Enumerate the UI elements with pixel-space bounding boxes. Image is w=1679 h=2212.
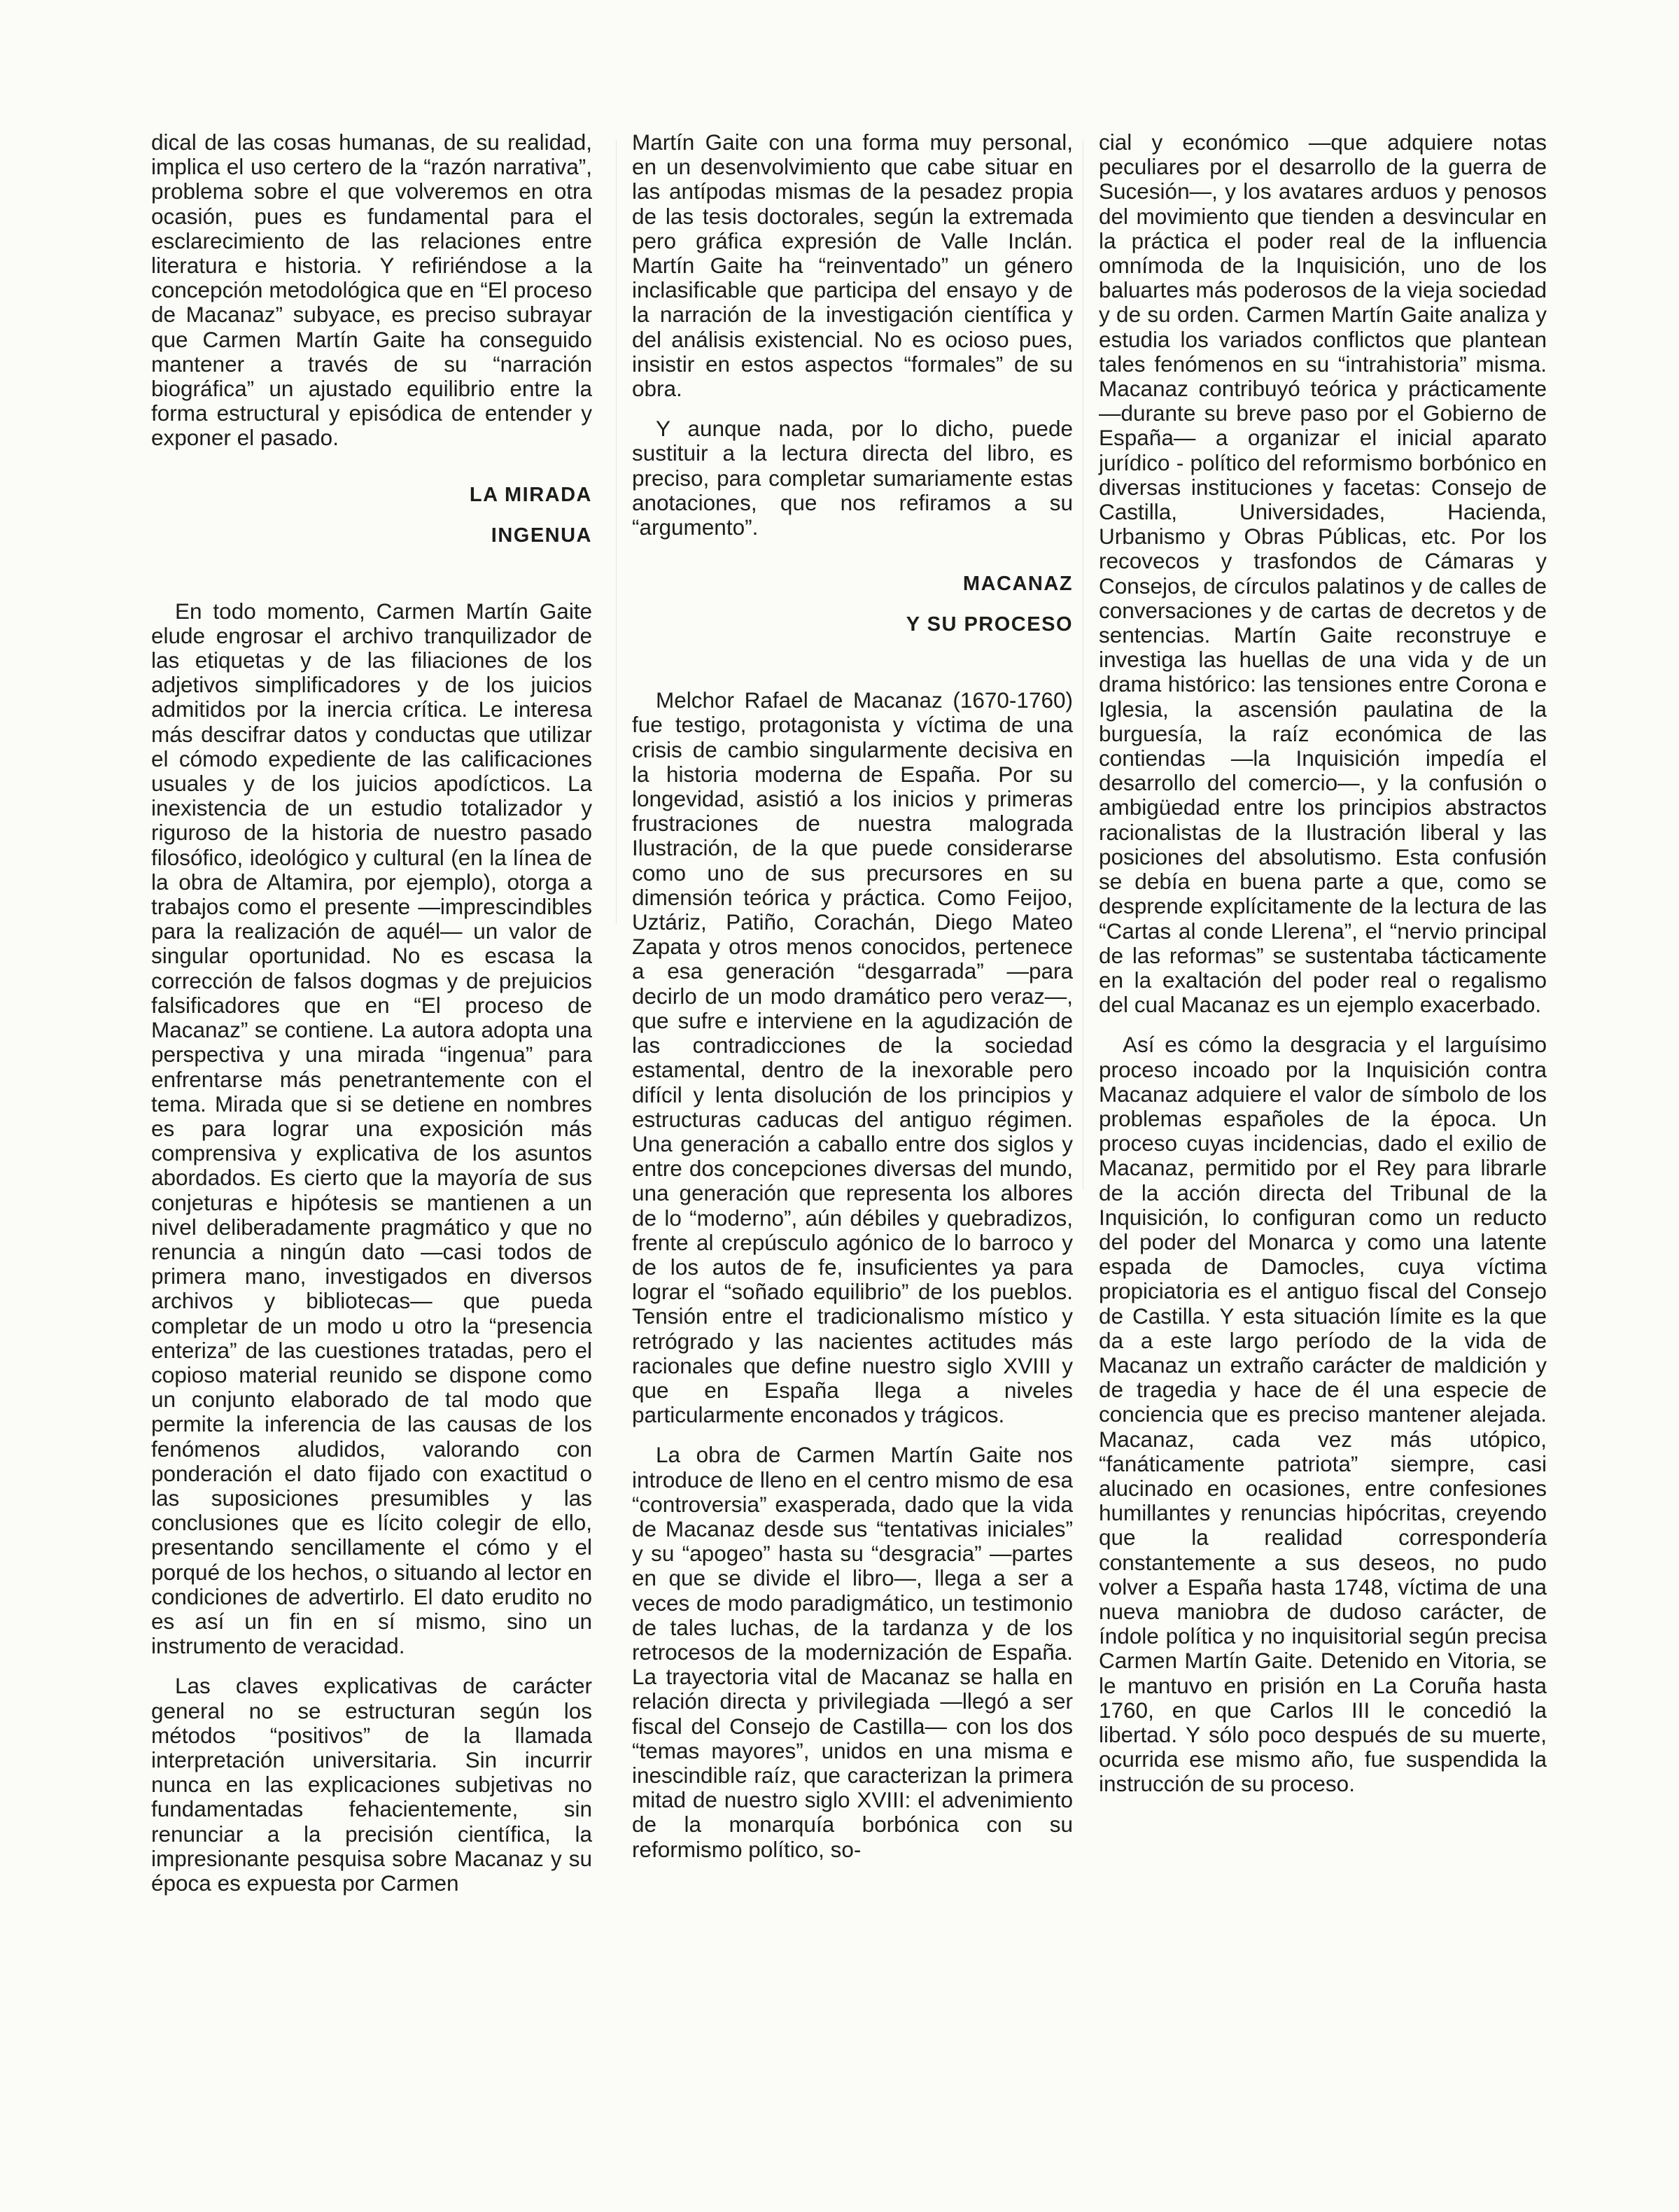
paragraph: Martín Gaite con una forma muy personal, en un desenvolvimiento que cabe situar en las antípodas mismas de la pesadez propia de las tesis doctorales, según la extremada pero gráfica expresión de Valle Inclán. Martín Gaite ha “reinventado” un género inclasificable que participa del ensayo y de la narración de la investigación científica y del análisis existencial. No es ocioso pues, insistir en estos aspectos “formales” de su obra. xyxy=(632,130,1073,402)
column-rule xyxy=(616,140,617,924)
section-heading xyxy=(632,564,1073,645)
text-column-1 xyxy=(151,130,592,1896)
paragraph: cial y económico —que adquiere notas peculiares por el desarrollo de la guerra de Sucesión—, y los avatares arduos y penosos del movimiento que tienden a desvincular en la práctica el poder real de la influencia omnímoda de la Inquisición, uno de los baluartes más poderosos de la vieja sociedad y de su orden. Carmen Martín Gaite analiza y estudia los variados conflictos que plantean tales fenómenos en su “intrahistoria” misma. Macanaz contribuyó teórica y prácticamente —durante su breve paso por el Gobierno de España— a organizar el inicial aparato jurídico - político del reformismo borbónico en diversas instituciones y facetas: Consejo de Castilla, Universidades, Hacienda, Urbanismo y Obras Públicas, etc. Por los recovecos y trasfondos de Cámaras y Consejos, de círculos palatinos y de calles de conversaciones y de cartas de decretos y de sentencias. Martín Gaite reconstruye e investiga las huellas de una vida y de un drama histórico: las tensiones entre Corona e Iglesia, la ascensión paulatina de la burguesía, la raíz económica de las contiendas —la Inquisición impedía el desarrollo del comercio—, y la confusión o ambigüedad entre los principios abstractos racionalistas de la Ilustración liberal y las posiciones del absolutismo. Esta confusión se debía en buena parte a que, como se desprende explícitamente de la lectura de las “Cartas al conde Llerena”, el “nervio principal de las reformas” se sustentaba tácticamente en la exaltación del poder real o regalismo del cual Macanaz es un ejemplo exacerbado. xyxy=(1099,130,1547,1018)
paragraph: Las claves explicativas de carácter general no se estructuran según los métodos “positivos” de la llamada interpretación universitaria. Sin incurrir nunca en las explicaciones subjetivas no fundamentadas fehacientemente, sin renunciar a la precisión científica, la impresionante pesquisa sobre Macanaz y su época es expuesta por Carmen xyxy=(151,1673,592,1896)
paragraph: Melchor Rafael de Macanaz (1670-1760) fue testigo, protagonista y víctima de una crisis de cambio singularmente decisiva en la historia moderna de España. Por su longevidad, asistió a los inicios y primeras frustraciones de nuestra malograda Ilustración, de la que puede considerarse como uno de sus precursores en su dimensión teórica y práctica. Como Feijoo, Uztáriz, Patiño, Corachán, Diego Mateo Zapata y otros menos conocidos, pertenece a esa generación “desgarrada” —para decirlo de un modo dramático pero veraz—, que sufre e interviene en la agudización de las contradicciones de la sociedad estamental, dentro de la inexorable pero difícil y lenta disolución de los principios y estructuras caducas del antiguo régimen. Una generación a caballo entre dos siglos y entre dos concepciones diversas del mundo, una generación que representa los albores de lo “moderno”, aún débiles y quebradizos, frente al crepúsculo agónico de lo barroco y de los autos de fe, insuficientes ya para lograr el “soñado equilibrio” de los pueblos. Tensión entre el tradicionalismo místico y retrógrado y las nacientes actitudes más racionales que define nuestro siglo XVIII y que en España llega a niveles particularmente enconados y trágicos. xyxy=(632,687,1073,1428)
section-heading-line: Y SU PROCESO xyxy=(906,613,1073,636)
text-column-3 xyxy=(1099,130,1547,1797)
paragraph: En todo momento, Carmen Martín Gaite elude engrosar el archivo tranquilizador de las etiquetas y de las filiaciones de los adjetivos simplificadores y de los juicios admitidos por la inercia crítica. Le interesa más descifrar datos y conductas que utilizar el cómodo expediente de las calificaciones usuales y de los juicios apodícticos. La inexistencia de un estudio totalizador y riguroso de la historia de nuestro pasado filosófico, ideológico y cultural (en la línea de la obra de Altamira, por ejemplo), otorga a trabajos como el presente —imprescindibles para la realización de aquél— un valor de singular oportunidad. No es escasa la corrección de falsos dogmas y de prejuicios falsificadores que en “El proceso de Macanaz” se contiene. La autora adopta una perspectiva y una mirada “ingenua” para enfrentarse más penetrantemente con el tema. Mirada que si se detiene en nombres es para lograr una exposición más comprensiva y explicativa de los asuntos abordados. Es cierto que la mayoría de sus conjeturas e hipótesis se mantienen a un nivel deliberadamente pragmático y que no renuncia a ningún dato —casi todos de primera mano, investigados en diversos archivos y bibliotecas— que pueda completar de un modo u otro la “presencia enteriza” de las cuestiones tratadas, pero el copioso material reunido se dispone como un conjunto elaborado de tal modo que permite la inferencia de las causas de los fenómenos aludidos, valorando con ponderación el dato fijado con exactitud o las suposiciones presumibles y las conclusiones que es lícito colegir de ello, presentando sencillamente el cómo y el porqué de los hechos, o situando al lector en condiciones de advertirlo. El dato erudito no es así un fin en sí mismo, sino un instrumento de veracidad. xyxy=(151,598,592,1659)
paragraph: La obra de Carmen Martín Gaite nos introduce de lleno en el centro mismo de esa “controversia” exasperada, dado que la vida de Macanaz desde sus “tentativas iniciales” y su “apogeo” hasta su “desgracia” —partes en que se divide el libro—, llega a ser a veces de modo paradigmático, un testimonio de tales luchas, de la tardanza y de los retrocesos de la modernización de España. La trayectoria vital de Macanaz se halla en relación directa y privilegiada —llegó a ser fiscal del Consejo de Castilla— con los dos “temas mayores”, unidos en una misma e inescindible raíz, que caracterizan la primera mitad de nuestro siglo XVIII: el advenimiento de la monarquía borbónica con su reformismo político, so- xyxy=(632,1442,1073,1862)
paragraph: Y aunque nada, por lo dicho, puede sustituir a la lectura directa del libro, es preciso, para completar sumariamente estas anotaciones, que nos refiramos a su “argumento”. xyxy=(632,416,1073,540)
section-heading xyxy=(151,475,592,556)
section-heading-line: LA MIRADA xyxy=(469,483,592,506)
paragraph: Así es cómo la desgracia y el larguísimo proceso incoado por la Inquisición contra Macanaz adquiere el valor de símbolo de los problemas españoles de la época. Un proceso cuyas incidencias, dado el exilio de Macanaz, permitido por el Rey para librarle de la acción directa del Tribunal de la Inquisición, lo configuran como un reducto del poder del Monarca y como una latente espada de Damocles, cuya víctima propiciatoria es el antiguo fiscal del Consejo de Castilla. Y esta situación límite es la que da a este largo período de la vida de Macanaz un extraño carácter de maldición y de tragedia y hace de él una especie de conciencia que es preciso mantener alejada. Macanaz, cada vez más utópico, “fanáticamente patriota” siempre, casi alucinado en ocasiones, entre confesiones humillantes y renuncias hipócritas, creyendo que la realidad correspondería constantemente a sus deseos, no pudo volver a España hasta 1748, víctima de una nueva maniobra de dudoso carácter, de índole política y no inquisitorial según precisa Carmen Martín Gaite. Detenido en Vitoria, se le mantuvo en prisión en La Coruña hasta 1760, en que Carlos III le concedió la libertad. Y sólo poco después de su muerte, ocurrida ese mismo año, fue suspendida la instrucción de su proceso. xyxy=(1099,1032,1547,1797)
section-heading-line: INGENUA xyxy=(491,524,592,547)
paragraph: dical de las cosas humanas, de su realidad, implica el uso certero de la “razón narrativa”, problema sobre el que volveremos en otra ocasión, pues es fundamental para el esclarecimiento de las relaciones entre literatura e historia. Y refiriéndose a la concepción metodológica que en “El proceso de Macanaz” subyace, es preciso subrayar que Carmen Martín Gaite ha conseguido mantener a través de su “narración biográfica” un ajustado equilibrio entre la forma estructural y episódica de entender y exponer el pasado. xyxy=(151,130,592,451)
section-heading-line: MACANAZ xyxy=(962,573,1073,596)
text-column-2 xyxy=(632,130,1073,1862)
